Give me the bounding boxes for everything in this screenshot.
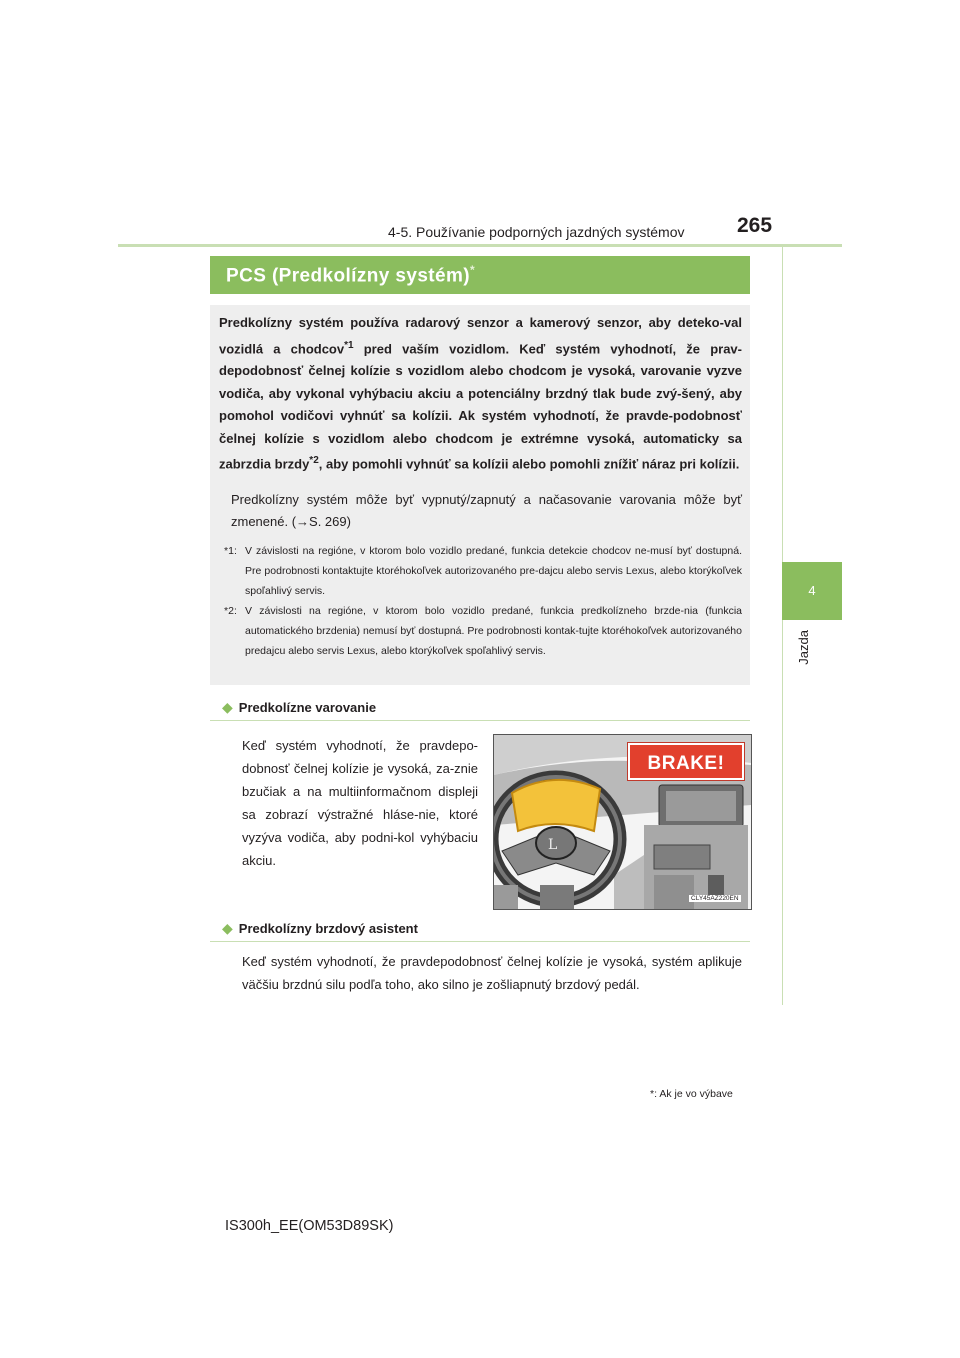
svg-text:L: L xyxy=(548,837,558,853)
footnote-mark-1: *1: xyxy=(224,545,237,557)
intro-text-1: Predkolízny systém používa radarový senzor a kamerový senzor, aby deteko-val vozidlá a chodcov xyxy=(219,315,742,356)
footnote-mark-2: *2: xyxy=(224,605,237,617)
illustration-code: CLY45AZ220EN xyxy=(691,895,739,902)
footnote-2: V závislosti na regióne, v ktorom bolo vozidlo predané, funkcia predkolízneho brzde-nia (funkcia automatického brzdenia) nemusí byť dostupná. Pre podrobnosti kontak-tujte ktoréhokoľvek autorizovaného predajcu alebo servis Lexus, alebo ktorýkoľvek spoľahlivý servis. xyxy=(245,605,742,657)
equipment-note-mark: * xyxy=(650,1088,655,1100)
intro-paragraph xyxy=(219,312,742,476)
document-code: IS300h_EE(OM53D89SK) xyxy=(225,1218,394,1234)
intro-text-2: pred vaším vozidlom. Keď systém vyhodnotí, že prav-depodobnosť čelnej kolízie s vozidlom alebo chodcom je vysoká, varovanie vyzve vodiča, aby vykonal vyhýbaciu akciu a potenciálny brzdný tlak bude zvý-šený, aby pomohol vodičovi vyhnúť sa kolízii. Ak systém vyhodnotí, že pravde-podobnosť čelnej kolízie s vozidlom alebo chodcom je extrémne vysoká, automaticky sa zabrzdia brzdy xyxy=(219,340,742,472)
diamond-bullet-icon: ◆ xyxy=(222,699,233,715)
footnote-1: V závislosti na regióne, v ktorom bolo vozidlo predané, funkcia detekcie chodcov ne-musí byť dostupná. Pre podrobnosti kontaktujte ktoréhokoľvek autorizovaného pre-dajcu alebo servis Lexus, alebo ktorýkoľvek spoľahlivý servis. xyxy=(245,545,742,597)
diamond-bullet-icon: ◆ xyxy=(222,920,233,936)
equipment-note xyxy=(650,1088,733,1100)
brake-warning-label: BRAKE! xyxy=(628,743,744,780)
side-divider xyxy=(782,245,783,1005)
subsection-title-warning: ◆ Predkolízne varovanie xyxy=(222,699,377,715)
equipment-note-text: : Ak je vo výbave xyxy=(654,1088,733,1100)
chapter-label: Jazda xyxy=(796,630,811,665)
intro-note: Predkolízny systém môže byť vypnutý/zapnutý a načasovanie varovania môže byť zmenené. (→S. 269) xyxy=(231,492,742,529)
header-divider xyxy=(118,244,842,247)
chapter-tab: 4 xyxy=(782,562,842,620)
equipment-asterisk: * xyxy=(470,263,476,277)
section-title xyxy=(226,263,475,287)
running-header-section: 4-5. Používanie podporných jazdných systémov xyxy=(388,224,685,240)
intro-text-3: , aby pomohli vyhnúť sa kolízii alebo pomohli znížiť náraz pri kolízii. xyxy=(318,456,740,472)
page-number: 265 xyxy=(737,214,773,237)
warning-body: Keď systém vyhodnotí, že pravdepo-dobnosť čelnej kolízie je vysoká, za-znie bzučiak a na multiinformačnom displeji sa zobrazí výstražné hláse-nie, ktoré vyzýva vodiča, aby podni-kol vyhýbaciu akciu. xyxy=(242,738,478,868)
subsection-divider xyxy=(210,941,750,942)
subsection-title-brake-assist: ◆ Predkolízny brzdový asistent xyxy=(222,920,418,936)
footnote-ref-1: *1 xyxy=(344,339,354,351)
section-title-bar xyxy=(210,256,750,294)
subsection-divider xyxy=(210,720,750,721)
section-title-text: PCS (Predkolízny systém) xyxy=(226,265,471,287)
footnote-ref-2: *2 xyxy=(309,455,319,467)
brake-assist-body: Keď systém vyhodnotí, že pravdepodobnosť čelnej kolízie je vysoká, systém aplikuje väčšiu brzdnú silu podľa toho, ako silno je zošliapnutý brzdový pedál. xyxy=(242,954,742,992)
